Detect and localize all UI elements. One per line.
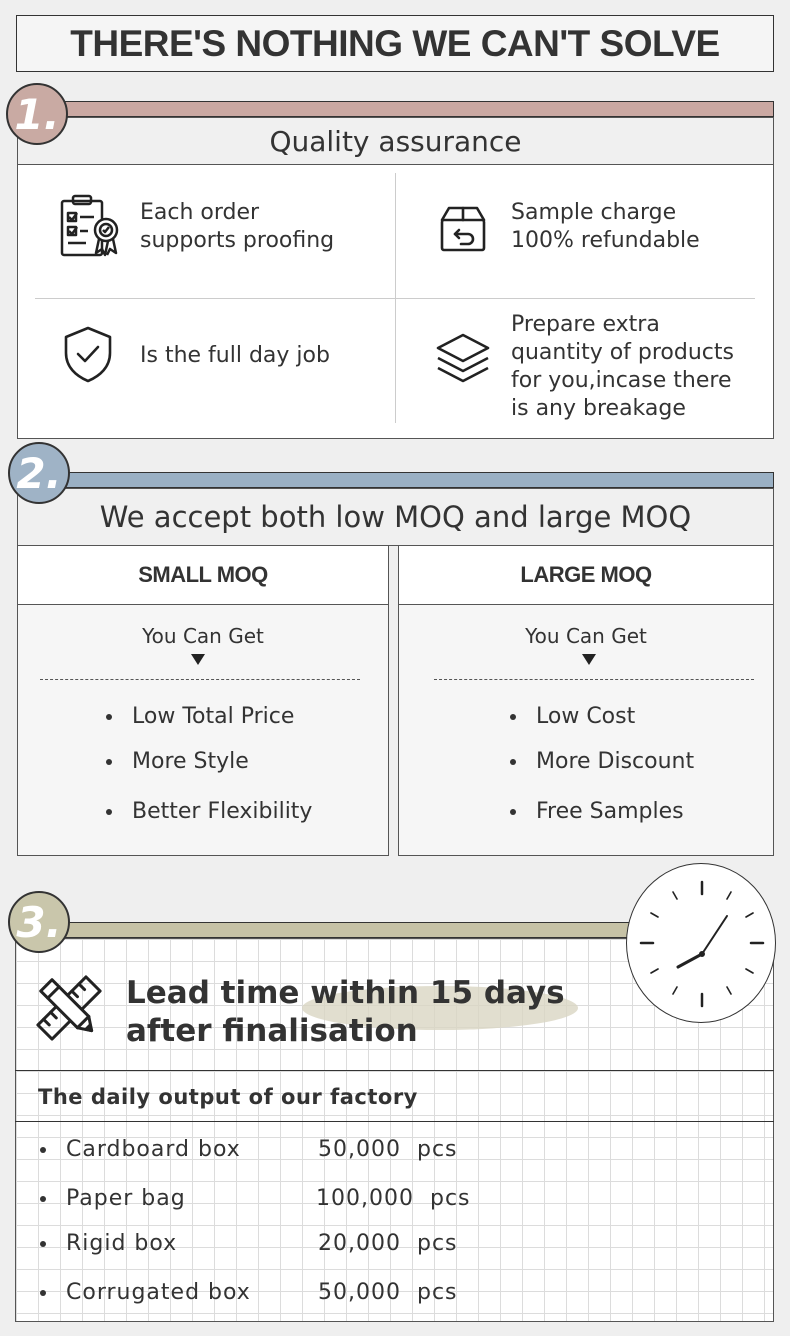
product-qty-unit: pcs [416, 1137, 458, 1162]
small-moq-arrow-icon [191, 654, 205, 665]
daily-output-bottom-rule [15, 1121, 774, 1122]
feature-proofing-line2: supports proofing [140, 228, 335, 253]
product-row [40, 1137, 241, 1162]
section3-number-badge [8, 891, 70, 953]
product-qty-value: 50,000 [318, 1137, 401, 1162]
clock-icon [626, 863, 776, 1023]
section2-title: We accept both low MOQ and large MOQ [17, 488, 774, 546]
product-row [40, 1280, 251, 1305]
large-moq-subtitle: You Can Get [525, 624, 647, 648]
feature-extra-line2: quantity of products [511, 340, 734, 365]
product-row [40, 1186, 186, 1211]
large-moq-item [510, 799, 684, 824]
return-box-icon [438, 204, 488, 254]
product-name: Cardboard box [66, 1137, 241, 1162]
feature-sample-text [511, 199, 700, 255]
large-moq-item [510, 704, 635, 729]
feature-extra-line3: for you,incase there [511, 368, 732, 393]
large-moq-heading [398, 545, 774, 605]
large-moq-item-label: More Discount [536, 749, 695, 774]
product-name: Paper bag [66, 1186, 186, 1211]
large-moq-item-label: Low Cost [536, 704, 636, 729]
section3-band [40, 922, 640, 938]
small-moq-item [106, 799, 312, 824]
large-moq-heading-label: LARGE MOQ [520, 562, 652, 587]
daily-output-heading: The daily output of our factory [38, 1085, 418, 1109]
large-moq-item-label: Free Samples [536, 799, 684, 824]
product-qty-value: 20,000 [318, 1231, 401, 1256]
feature-sample-line1: Sample charge [511, 200, 677, 225]
section1-number: 1. [14, 89, 60, 139]
small-moq-item [106, 704, 294, 729]
product-name: Corrugated box [66, 1280, 251, 1305]
product-qty-unit: pcs [429, 1186, 471, 1211]
page-headline: THERE'S NOTHING WE CAN'T SOLVE [70, 22, 720, 64]
product-quantity [318, 1231, 458, 1256]
lead-time-line1: Lead time within 15 days [126, 975, 565, 1011]
feature-extra-line4: is any breakage [511, 396, 686, 421]
small-moq-item-label: More Style [132, 749, 249, 774]
small-moq-divider [40, 679, 360, 680]
section1-band [40, 101, 774, 117]
lead-time-heading [126, 974, 565, 1050]
headline-box [16, 15, 774, 72]
stacked-layers-icon [434, 330, 492, 388]
section2-number: 2. [16, 448, 62, 498]
lead-time-line2: after finalisation [126, 1013, 418, 1049]
pencil-ruler-icon [33, 972, 105, 1044]
large-moq-item [510, 749, 694, 774]
section3-number: 3. [16, 897, 62, 947]
section1-title: Quality assurance [17, 117, 774, 165]
feature-proofing-line1: Each order [140, 200, 260, 225]
small-moq-heading-label: SMALL MOQ [138, 562, 268, 587]
small-moq-subtitle: You Can Get [142, 624, 264, 648]
product-qty-unit: pcs [416, 1231, 458, 1256]
section1-number-badge [6, 83, 68, 145]
product-name: Rigid box [66, 1231, 178, 1256]
section2-band [40, 472, 774, 488]
product-row [40, 1231, 177, 1256]
feature-proofing-text [140, 199, 334, 255]
small-moq-item [106, 749, 249, 774]
certificate-checklist-icon [58, 193, 124, 259]
product-qty-value: 100,000 [316, 1186, 414, 1211]
feature-extra-line1: Prepare extra [511, 312, 660, 337]
section1-divider-horizontal [35, 298, 755, 299]
daily-output-top-rule [15, 1070, 774, 1071]
feature-fullday-line1: Is the full day job [140, 343, 330, 368]
large-moq-arrow-icon [582, 654, 596, 665]
product-quantity [316, 1186, 471, 1211]
small-moq-item-label: Low Total Price [132, 704, 295, 729]
small-moq-heading [17, 545, 389, 605]
shield-check-icon [62, 325, 114, 383]
product-qty-value: 50,000 [318, 1280, 401, 1305]
product-qty-unit: pcs [416, 1280, 458, 1305]
product-quantity [318, 1280, 458, 1305]
product-quantity [318, 1137, 458, 1162]
section2-number-badge [8, 442, 70, 504]
large-moq-divider [434, 679, 754, 680]
small-moq-item-label: Better Flexibility [132, 799, 313, 824]
feature-sample-line2: 100% refundable [511, 228, 700, 253]
feature-extra-text [511, 311, 734, 423]
feature-fullday-text [140, 342, 330, 370]
